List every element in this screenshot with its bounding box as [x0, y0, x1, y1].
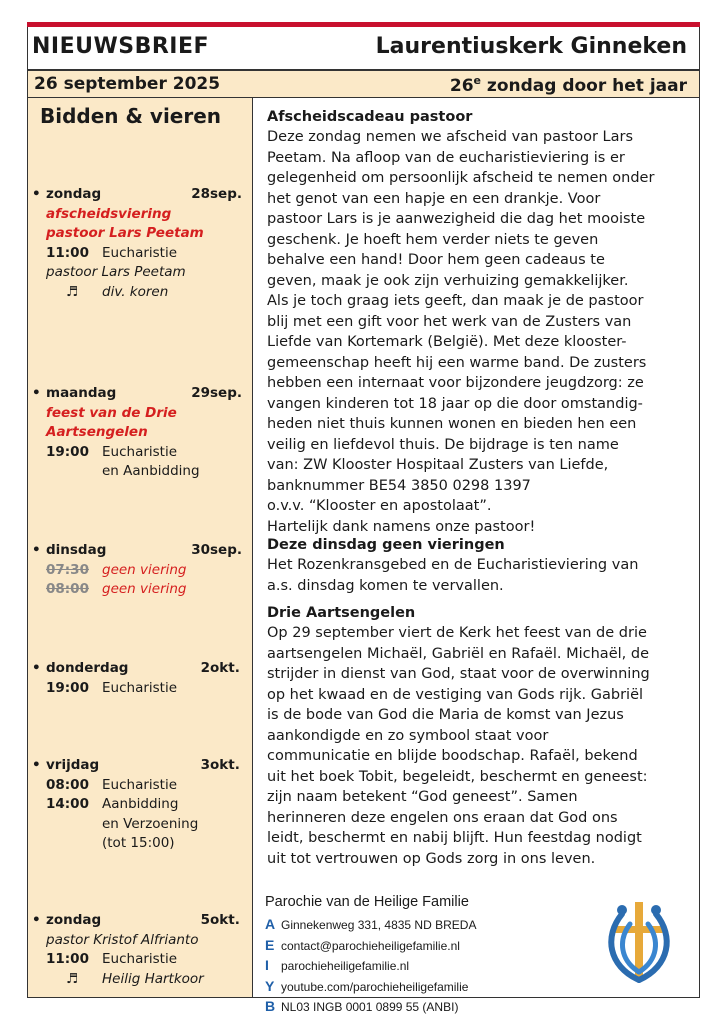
contact-value[interactable]: youtube.com/parochieheiligefamilie [281, 979, 469, 994]
event-date: 3 [200, 757, 210, 773]
article-line: zijn naam betekent “God geneest”. Samen [267, 789, 578, 805]
header [27, 27, 700, 70]
contact-key: I [265, 957, 269, 973]
parish-name: Parochie van de Heilige Familie [265, 894, 469, 910]
logo-cross-horizontal [612, 926, 666, 933]
article-title: Drie Aartsengelen [267, 605, 416, 621]
article-line: aartsengelen Michaël, Gabriël en Rafaël. Michaël, de [267, 645, 649, 662]
article-line: herinneren deze engelen ons eraan dat God ons [267, 809, 618, 826]
event-cancelled-row [28, 561, 254, 581]
article-line: leidt, beschermt en nabij blijft. Hun feestdag nodigt [267, 830, 642, 846]
event-date: 28 [191, 186, 210, 202]
event-music-row [28, 283, 254, 303]
event-what: (tot 15:00) [102, 835, 175, 851]
article-line: is de bode van God die Maria de komst van Jezus [267, 707, 624, 723]
article-line: gemeenschap heeft hij een warme band. De zusters [267, 354, 647, 371]
bullet-icon: • [32, 186, 41, 202]
event-day-line [28, 659, 254, 679]
event-time: 19:00 [46, 443, 89, 460]
bullet-icon: • [32, 385, 41, 401]
event-special: Aartsengelen [46, 424, 148, 440]
article-line: geschenk. Je hoeft hem verder niets te geven [267, 231, 599, 248]
event-time: 08:00 [46, 776, 89, 793]
schedule-event [28, 541, 254, 600]
article-line: Peetam. Na afloop van de eucharistieviering is er [267, 149, 625, 166]
article-body [267, 127, 687, 537]
event-time: 14:00 [46, 796, 89, 812]
article-line: Liefde van Kortemark (België). Met deze klooster- [267, 334, 627, 350]
article-line: uit tot vertrouwen op Gods zorg in ons leven. [267, 850, 596, 867]
event-what: geen viering [102, 561, 187, 578]
sunday-text: zondag door het jaar [481, 76, 687, 96]
event-time: 11:00 [46, 244, 89, 261]
event-day: vrijdag [46, 757, 100, 773]
event-what: Eucharistie [102, 679, 178, 696]
article-line: heden niet thuis kunnen wonen en bieden hen een [267, 416, 637, 432]
event-day-line [28, 185, 254, 205]
article-title: Afscheidscadeau pastoor [267, 109, 473, 125]
event-what: Eucharistie [102, 244, 178, 261]
bullet-icon: • [32, 660, 41, 676]
schedule-event [28, 384, 254, 482]
event-time-row [28, 950, 254, 970]
article-line: uit het boek Tobit, begeleidt, beschermt en geneest: [267, 768, 648, 785]
contact-key: Y [265, 977, 275, 994]
article-line: geven, maak je ook zijn verhuizing gemakkelijker. [267, 272, 629, 289]
article-line: Deze zondag nemen we afscheid van pastoor Lars [267, 129, 634, 145]
contact-key: B [265, 998, 276, 1014]
sunday-ordinal: e [473, 74, 482, 87]
schedule-event [28, 659, 254, 698]
event-month: sep. [210, 385, 242, 401]
contact-value: NL03 INGB 0001 0899 55 (ANBI) [281, 1000, 459, 1014]
event-time: 19:00 [46, 679, 89, 696]
event-month: sep. [210, 186, 242, 202]
schedule-column [27, 98, 253, 998]
event-time: 08:00 [46, 581, 89, 597]
article-line: Op 29 september viert de Kerk het feest van de drie [267, 625, 647, 641]
event-date: 30 [191, 542, 210, 558]
article-line: het genot van een hapje en een drankje. Voor [267, 190, 601, 207]
event-month: okt. [210, 757, 240, 773]
event-time-row [28, 462, 254, 482]
article-line: blij met een gift voor het werk van de Zusters van [267, 313, 632, 330]
bullet-icon: • [32, 757, 41, 773]
article-title: Deze dinsdag geen vieringen [267, 537, 505, 553]
event-date: 5 [200, 912, 210, 928]
event-day-line [28, 756, 254, 776]
event-day: zondag [46, 912, 102, 928]
newsletter-page [27, 22, 700, 1014]
issue-date: 26 september 2025 [34, 74, 221, 94]
article-line: communicatie en blijde boodschap. Rafaël, bekend [267, 748, 638, 764]
article-aartsengelen [267, 603, 687, 869]
event-day: zondag [46, 186, 102, 202]
contact-value[interactable]: contact@parochieheiligefamilie.nl [281, 938, 460, 953]
schedule-title: Bidden & vieren [40, 104, 222, 128]
article-line: Als je toch graag iets geeft, dan maak je de pastoor [267, 293, 644, 309]
event-day: dinsdag [46, 542, 107, 558]
event-day: donderdag [46, 660, 129, 676]
schedule-event [28, 185, 254, 302]
date-band [27, 70, 700, 98]
article-line: aankondigde en zo symbool staat voor [267, 727, 549, 744]
event-what: Eucharistie [102, 776, 178, 793]
event-month: sep. [210, 542, 242, 558]
event-special: pastoor Lars Peetam [46, 225, 204, 241]
article-afscheid [267, 107, 687, 537]
event-cancelled-row [28, 580, 254, 600]
event-time-row [28, 443, 254, 463]
event-what: en Aanbidding [102, 463, 200, 479]
church-name: Laurentiuskerk Ginneken [375, 34, 687, 59]
event-special: afscheidsviering [46, 205, 172, 222]
schedule-event [28, 911, 254, 989]
article-line: behalve een hand! Door hem geen cadeaus te [267, 252, 605, 268]
article-line: op het kwaad en de vestiging van Gods rijk. Gabriël [267, 686, 644, 703]
event-time: 11:00 [46, 951, 89, 967]
event-date: 2 [200, 660, 210, 676]
event-music: Heilig Hartkoor [102, 970, 204, 987]
music-note-icon: ♬ [66, 283, 79, 300]
logo-head-left [617, 905, 627, 915]
music-note-icon: ♬ [66, 970, 79, 987]
article-line: veilig en liefdevol thuis. De bijdrage is ten name [267, 436, 619, 453]
article-body [267, 555, 687, 596]
article-line: vangen kinderen tot 18 jaar op die door omstandig- [267, 395, 643, 412]
newsletter-title: NIEUWSBRIEF [32, 34, 210, 59]
contact-key: E [265, 936, 275, 953]
contact-value[interactable]: parochieheiligefamilie.nl [281, 959, 410, 973]
event-day-line [28, 911, 254, 931]
sunday-number: 26 [449, 76, 474, 96]
article-line: gelegenheid om persoonlijk afscheid te nemen onder [267, 170, 655, 186]
article-dinsdag [267, 535, 687, 596]
event-month: okt. [210, 912, 240, 928]
contact-bank [265, 996, 685, 1017]
parish-logo-icon [598, 896, 680, 984]
event-time-row [28, 244, 254, 264]
event-day-line [28, 541, 254, 561]
event-note: pastor Kristof Alfrianto [46, 931, 199, 948]
event-day: maandag [46, 385, 117, 401]
event-time: 07:30 [46, 561, 89, 578]
logo-head-right [651, 905, 661, 915]
event-what: geen viering [102, 581, 187, 597]
event-time-row [28, 679, 254, 699]
schedule-event [28, 756, 254, 854]
event-note: pastoor Lars Peetam [46, 264, 186, 280]
liturgical-sunday [450, 74, 687, 96]
article-line: van: ZW Klooster Hospitaal Zusters van Liefde, [267, 457, 609, 473]
contact-value: Ginnekenweg 331, 4835 ND BREDA [281, 918, 477, 932]
event-what: Aanbidding [102, 796, 179, 812]
articles-column [253, 98, 700, 1014]
event-date: 29 [191, 385, 210, 401]
article-line: pastoor Lars is je aanwezigheid die dag het mooiste [267, 211, 646, 227]
event-month: okt. [210, 660, 240, 676]
bullet-icon: • [32, 542, 41, 558]
event-time-row [28, 834, 254, 854]
article-line: Het Rozenkransgebed en de Eucharistieviering van [267, 557, 639, 573]
event-music-row [28, 970, 254, 990]
event-music: div. koren [102, 283, 169, 300]
article-body [267, 623, 687, 869]
event-what: Eucharistie [102, 951, 178, 967]
event-special: feest van de Drie [46, 404, 177, 421]
article-line: o.v.v. “Klooster en apostolaat”. [267, 498, 492, 514]
article-line: a.s. dinsdag komen te vervallen. [267, 577, 504, 594]
event-what: en Verzoening [102, 815, 199, 832]
event-day-line [28, 384, 254, 404]
event-time-row [28, 795, 254, 815]
article-line: banknummer BE54 3850 0298 1397 [267, 477, 531, 494]
article-line: hebben een internaat voor bijzondere jeugdzorg: ze [267, 375, 644, 391]
event-time-row [28, 815, 254, 835]
article-line: Hartelijk dank namens onze pastoor! [267, 518, 536, 535]
bullet-icon: • [32, 912, 41, 928]
event-time-row [28, 776, 254, 796]
contact-key: A [265, 916, 276, 932]
event-what: Eucharistie [102, 443, 178, 460]
article-line: strijder in dienst van God, staat voor de overwinning [267, 666, 650, 682]
